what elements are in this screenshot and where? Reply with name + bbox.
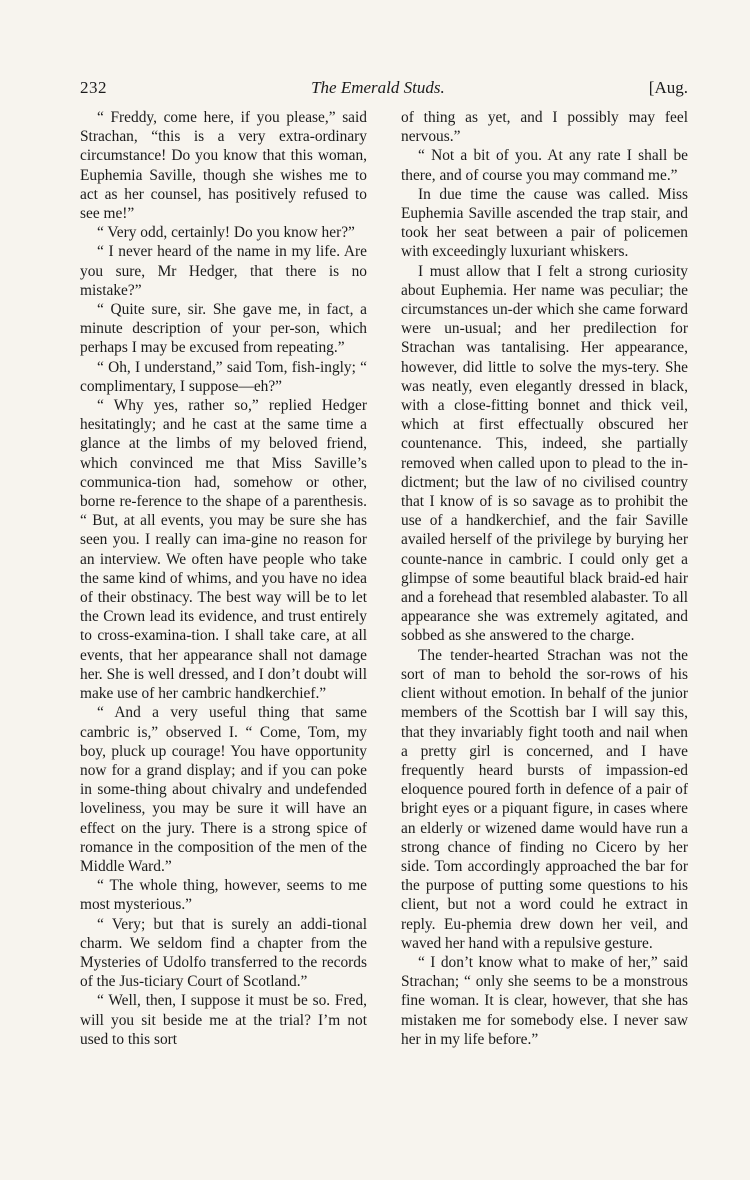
paragraph: “ I never heard of the name in my life. Are you sure, Mr Hedger, that there is no mistake?” xyxy=(80,243,367,299)
paragraph: “ Quite sure, sir. She gave me, in fact, a minute description of your per-son, which perhaps I may be excused from repeating.” xyxy=(80,301,367,357)
right-column xyxy=(401,108,688,1049)
paragraph: “ Not a bit of you. At any rate I shall be there, and of course you may command me.” xyxy=(401,147,688,184)
paragraph: “ Very odd, certainly! Do you know her?” xyxy=(97,224,355,242)
paragraph: “ Well, then, I suppose it must be so. Fred, will you sit beside me at the trial? I’m not used to this sort xyxy=(80,992,367,1048)
paragraph: I must allow that I felt a strong curiosity about Euphemia. Her name was peculiar; the circumstances un-der which she came forward were un-usual; and her predilection for Strachan was tantalising. Her appearance, however, did little to solve the mys-tery. She was neatly, even elegantly dressed in black, with a close-fitting bonnet and thick veil, which at first effectually obscured her countenance. This, indeed, she partially removed when called upon to plead to the in-dictment; but the law of no civilised country that I know of is so savage as to prohibit the use of a handkerchief, and the fair Saville availed herself of the privilege by burying her counte-nance in cambric. I could only get a glimpse of some beautiful black braid-ed hair and a forehead that resembled alabaster. To all appearance she was extremely agitated, and sobbed as she answered to the charge. xyxy=(401,262,688,645)
page-number: 232 xyxy=(80,78,107,97)
paragraph: “ I don’t know what to make of her,” said Strachan; “ only she seems to be a monstrous fine woman. It is clear, however, that she has mistaken me for somebody else. I never saw her in my life before.” xyxy=(401,953,688,1048)
paragraph: “ And a very useful thing that same cambric is,” observed I. “ Come, Tom, my boy, pluck up courage! You have opportunity now for a grand display; and if you can poke in some-thing about chivalry and undefended loveliness, you may be sure it will have an effect on the jury. There is a strong spice of romance in the composition of the men of the Middle Ward.” xyxy=(80,704,367,875)
left-column xyxy=(80,108,367,1049)
paragraph: “ The whole thing, however, seems to me most mysterious.” xyxy=(80,877,367,914)
running-title: The Emerald Studs. xyxy=(311,78,445,97)
paragraph: “ Why yes, rather so,” replied Hedger hesitatingly; and he cast at the same time a glance at the limbs of my beloved friend, which convinced me that Miss Saville’s communica-tion had, somehow or other, borne re-ference to the shape of a parenthesis. “ But, at all events, you may be sure she has seen you. I really can ima-gine no reason for an interview. We often have people who take the same kind of whims, and you have no idea of their obstinacy. The best way will be to let the Crown lead its evidence, and trust entirely to cross-examina-tion. I shall take care, at all events, that her appearance shall not damage her. She is well dressed, and I don’t doubt will make use of her cambric handkerchief.” xyxy=(80,397,367,703)
paragraph: “ Oh, I understand,” said Tom, fish-ingly; “ complimentary, I suppose—eh?” xyxy=(80,358,367,395)
paragraph: The tender-hearted Strachan was not the sort of man to behold the sor-rows of his client without emotion. In behalf of the junior members of the Scottish bar I will say this, that they invariably fight tooth and nail when a pretty girl is concerned, and I have frequently heard bursts of impassion-ed eloquence poured forth in defence of a pair of bright eyes or a piquant figure, in cases where an elderly or wizened dame would have run a strong chance of finding no Cicero by her side. Tom accordingly approached the bar for the purpose of putting some questions to his client, but not a word could he extract in reply. Eu-phemia drew down her veil, and waved her hand with a repulsive gesture. xyxy=(401,646,688,952)
text-columns xyxy=(80,108,688,1049)
page-header xyxy=(80,78,688,104)
running-month: [Aug. xyxy=(648,78,688,97)
paragraph-continued: of thing as yet, and I possibly may feel nervous.” xyxy=(401,109,688,146)
paragraph: “ Freddy, come here, if you please,” said Strachan, “this is a very extra-ordinary circumstance! Do you know that this woman, Euphemia Saville, though she wishes me to act as her counsel, has positively refused to see me!” xyxy=(80,109,367,223)
paragraph: “ Very; but that is surely an addi-tional charm. We seldom find a chapter from the Mysteries of Udolfo transferred to the records of the Jus-ticiary Court of Scotland.” xyxy=(80,915,367,991)
paragraph: In due time the cause was called. Miss Euphemia Saville ascended the trap stair, and took her seat between a pair of policemen with exceedingly luxuriant whiskers. xyxy=(401,185,688,261)
